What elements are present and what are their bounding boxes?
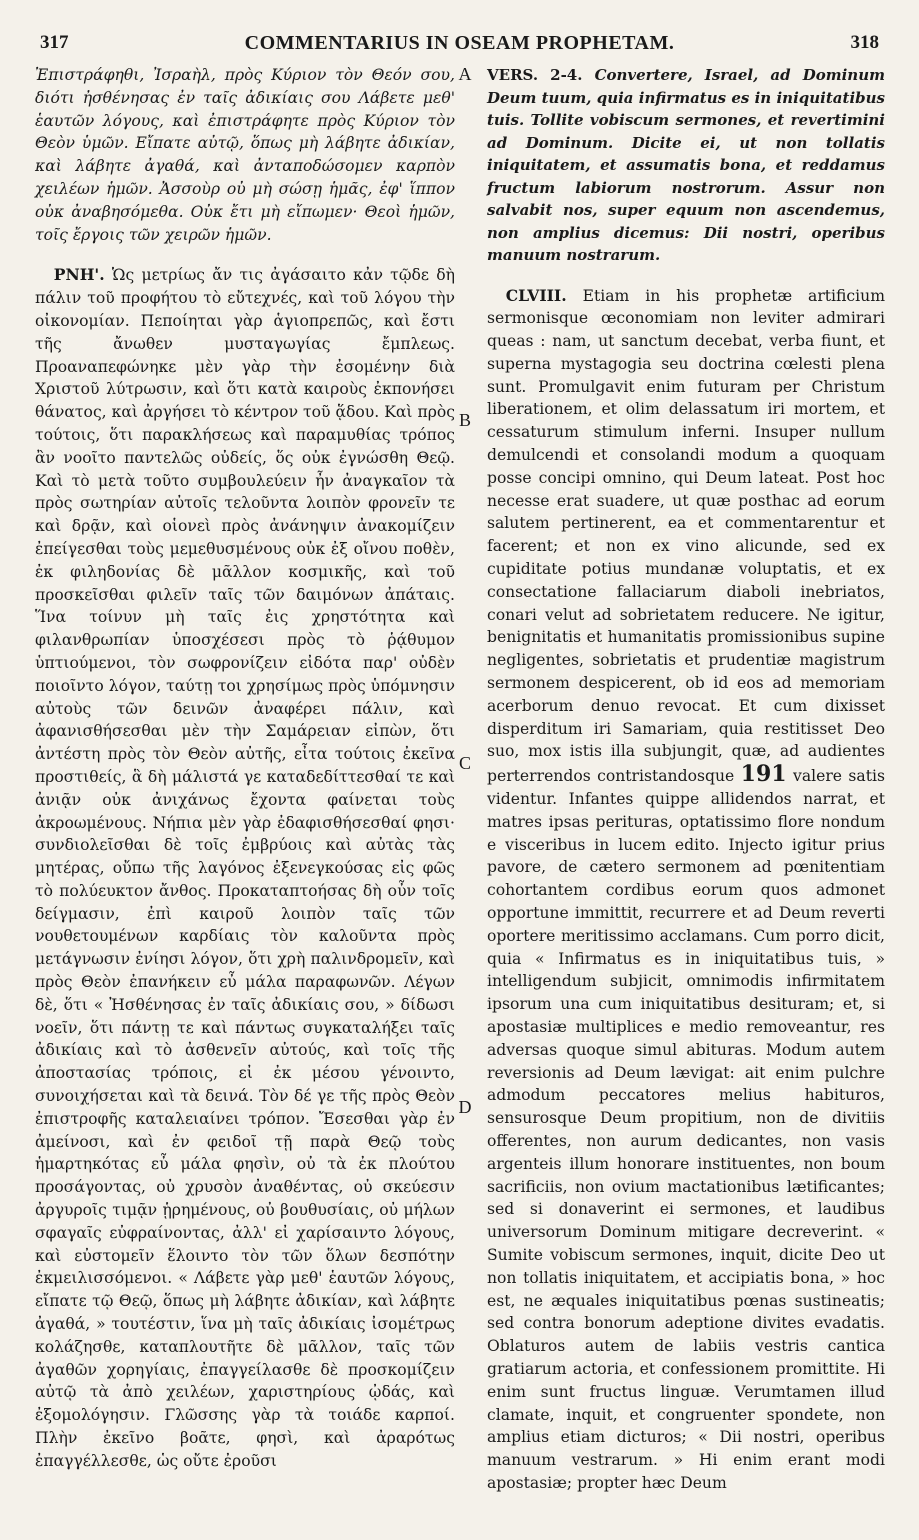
greek-commentary-text: Ὡς μετρίως ἄν τις ἀγάσαιτο κἀν τῷδε δὴ πάλιν τοῦ προφήτου τὸ εὔτεχνές, καὶ τοῦ λόγου τὴν οἰκονομίαν. Πεποίηται γὰρ ἁγιοπρεπῶς, καὶ ἔστι τῆς ἄνωθεν μυσταγωγίας ἔμπλεως. Προαναπεφώνηκε μὲν γὰρ τὴν ἐσομένην διὰ Χριστοῦ λύτρωσιν, καὶ ὅτι κατὰ καιροὺς ἐκπονήσει θάνατος, καὶ ἀργήσει τὸ κέντρον τοῦ ᾅδου. Καὶ πρὸς τούτοις, ὅτι παρακλήσεως καὶ παραμυθίας τρόπος ἂν νοοῖτο παντελῶς οὐδείς, ὅς οὐκ ἐγνώσθη Θεῷ. Καὶ τὸ μετὰ τοῦτο συμβουλεύειν ἦν ἀναγκαῖον τὰ πρὸς σωτηρίαν αὐτοῖς τελοῦντα λοιπὸν φρονεῖν τε καὶ δρᾷν, καὶ οἱονεὶ πρὸς ἀνάνηψιν ἀνακομίζειν ἐπείγεσθαι τοὺς μεμεθυσμένους οὐκ ἐξ οἴνου ποθὲν, ἐκ φιληδονίας δὲ μᾶλλον κοσμικῆς, καὶ τοῦ προσκεῖσθαι φιλεῖν ταῖς τῶν δαιμόνων ἀπάταις. Ἵνα τοίνυν μὴ ταῖς ἐις χρηστότητα καὶ φιλανθρωπίαν ὑποσχέσεσι πρὸς τὸ ῥᾴθυμον ὑπτιούμενοι, τὸν σωφρονίζειν εἰδότα παρ' οὐδὲν ποιοῖντο λόγον, ταύτῃ τοι χρησίμως πρὸς ὑπόμνησιν αὐτοὺς τῶν δεινῶν ἀναφέρει πάλιν, καὶ ἀφανισθήσεσθαι μὲν τὴν Σαμάρειαν εἰπὼν, ὅτι ἀντέστη πρὸς τὸν Θεὸν αὐτῆς, εἶτα τούτοις ἐκεῖνα προστιθείς, ἃ δὴ μάλιστά γε καταδεδίττεσθαί τε καὶ ἀνιᾷν οὐκ ἀνιχάνως ἔχοντα φαίνεται τοὺς ἀκροωμένους. Νήπια μὲν γὰρ ἐδαφισθήσεσθαί φησι· συνδιολεῖσθαι δὲ τοῖς ἐμβρύοις καὶ αὐτὰς τὰς μητέρας, οὔπω τῆς λαγόνος ἐξενεγκούσας εἰς φῶς τὸ πολύευκτον ἄνθος. Προκαταπτοήσας δὴ οὖν τοῖς δείγμασιν, ἐπὶ καιροῦ λοιπὸν ταῖς τῶν νουθετουμένων καρδίαις τὸν καλοῦντα πρὸς μετάγνωσιν ἐνίησι λόγον, ὅτι χρὴ παλινδρομεῖν, καὶ πρὸς Θεὸν ἐπανήκειν εὖ μάλα παραφωνῶν. Λέγων δὲ, ὅτι « Ἠσθένησας ἐν ταῖς ἀδικίαις σου, » δίδωσι νοεῖν, ὅτι πάντῃ τε καὶ πάντως συγκαταλήξει ταῖς ἀδικίαις καὶ τὸ ἀσθενεῖν αὐτούς, καὶ τοῖς τῆς ἀποστασίας τρόποις, εἰ ἐκ μέσου γένοιντο, συνοιχήσεται καὶ τὰ δεινά. Τὸν δέ γε τῆς πρὸς Θεὸν ἐπιστροφῆς καταλειαίνει τρόπον. Ἔσεσθαι γὰρ ἐν ἀμείνοσι, καὶ ἐν φειδοῖ τῇ παρὰ Θεῷ τοὺς ἡμαρτηκότας εὖ μάλα φησὶν, οὐ τὰ ἐκ πλούτου προσάγοντας, οὐ χρυσὸν ἀναθέντας, οὐ σκεύεσιν ἀργυροῖς τιμᾷν ᾑρημένους, οὐ βουθυσίαις, οὐ μήλων σφαγαῖς εὐφραίνοντας, ἀλλ' εἰ χαρίσαιντο λόγους, καὶ εὐστομεῖν ἕλοιντο τὸν τῶν ὅλων δεσπότην ἐκμειλισσόμενοι. « Λάβετε γὰρ μεθ' ἑαυτῶν λόγους, εἴπατε τῷ Θεῷ, ὅπως μὴ λάβητε ἀδικίαν, καὶ λάβητε ἀγαθά, » τουτέστιν, ἵνα μὴ ταῖς ἀδικίαις ἰσομέτρως κολάζησθε, καταπλουτῆτε δὲ μᾶλλον, ταῖς τῶν ἀγαθῶν χορηγίαις, ἐπαγγείλασθε δὲ προσκομίζειν αὐτῷ τὰ ἀπὸ χειλέων, χαριστηρίους ᾠδάς, καὶ ἐξομολόγησιν. Γλῶσσης γὰρ τὰ τοιάδε καρποί. Πλὴν ἐκεῖνο βοᾶτε, φησὶ, καὶ ἀραρότως ἐπαγγέλλεσθε, ὡς οὔτε ἐροῦσι <box>35 266 455 1470</box>
margin-letter-b: B <box>458 410 471 430</box>
latin-verse <box>487 64 885 267</box>
latin-commentary-text-part1: Etiam in his prophetæ artificium sermonisque œconomiam non leviter admirari queas : nam, ut sanctum decebat, verba fiunt, et superna mystagogia seu doctrina cœlesti plena sunt. Promulgavit enim futuram per Christum liberationem, et olim delassatum iri mortem, et cessaturum stimulum inferni. Insuper nullum demulcendi et consolandi modum a quoquam posse concipi omnino, qui Deum lateat. Post hoc necesse erat suadere, ut quæ posthac ad eorum salutem pertinerent, ea et commentarentur et facerent; et non ex vino alicunde, sed ex cupiditate potius mundanæ voluptatis, et ex consectatione fallaciarum diaboli inebriatos, conari velut ad sobrietatem reducere. Ne igitur, benignitatis et humanitatis promissionibus supine negligentes, sobrietatis et prudentiæ magistrum sermonem despicerent, ob id eos ad memoriam acerborum denuo revocat. Et cum dixisset disperditum iri Samariam, quia restitisset Deo suo, mox istis illa subjungit, quæ, ad audientes perterrendos contristandosque <box>487 286 885 786</box>
latin-section-number: CLVIII. <box>505 285 567 305</box>
latin-column <box>487 64 885 1513</box>
page-number-right: 318 <box>850 32 879 53</box>
running-header <box>40 32 879 58</box>
latin-commentary-text-part2: valere satis videntur. Infantes quippe allidendos narrat, et matres ipsas perituras, optatissimo flore nondum e visceribus in lucem edito. Injecto igitur prius pavore, de cætero sermonem ad pœnitentiam cohortantem cordibus eorum quos admonet opportune immittit, recurrere et ad Deum reverti oportere meritissimo acclamans. Cum porro dicit, quia « Infirmatus es in iniquitatibus tuis, » intelligendum subjicit, omnimodis infirmitatem ipsorum una cum iniquitatibus desituram; et, si apostasiæ multiplices e medio removeantur, res adversas quoque simul abituras. Modum autem reversionis ad Deum lævigat: ait enim pulchre admodum peccatores melius habituros, sensurosque Deum propitium, non de divitiis offerentes, non aurum dedicantes, non vasis argenteis illum honorare instituentes, non boum sacrificiis, non ovium mactationibus lætificantes; sed si donaverint ei sermones, et laudibus universorum Dominum mitigare decreverint. « Sumite vobiscum sermones, inquit, dicite Deo ut non tollatis iniquitatem, et accipiatis bona, » hoc est, ne æquales iniquitatibus pœnas sustineatis; sed contra bonorum adeptione divites evadatis. Oblaturos autem de labiis vestris cantica gratiarum actoria, et confessionem promittite. Hi enim sunt fructus linguæ. Verumtamen illud clamate, inquit, et congruenter spondete, non amplius etiam dicturos; « Dii nostri, operibus manuum vestrarum. » Hi enim erant modi apostasiæ; propter hæc Deum <box>487 767 885 1492</box>
latin-verse-label: VERS. 2-4. <box>487 66 583 84</box>
margin-letter-c: C <box>458 753 471 773</box>
latin-verse-text: Convertere, Israel, ad Dominum Deum tuum, quia infirmatus es in iniquitatibus tuis. Tollite vobiscum sermones, et revertimini ad Dominum. Dicite ei, ut non tollatis iniquitatem, et assumatis bona, et reddamus fructum labiorum nostrorum. Assur non salvabit nos, super equum non ascendemus, non amplius dicemus: Dii nostri, operibus manuum nostrarum. <box>487 66 885 264</box>
latin-commentary <box>487 285 885 1495</box>
running-title: COMMENTARIUS IN OSEAM PROPHETAM. <box>244 32 675 54</box>
greek-verse-text: Ἐπιστράφηθι, Ἰσραὴλ, πρὸς Κύριον τὸν Θεόν σου, διότι ἠσθένησας ἐν ταῖς ἀδικίαις σου Λάβετε μεθ' ἑαυτῶν λόγους, καὶ ἐπιστράφητε πρὸς Κύριον τὸν Θεὸν ὑμῶν. Εἴπατε αὐτῷ, ὅπως μὴ λάβητε ἀδικίαν, καὶ λάβητε ἀγαθά, καὶ ἀνταποδώσομεν καρπὸν χειλέων ἡμῶν. Ἀσσοὺρ οὐ μὴ σώσῃ ἡμᾶς, ἐφ' ἵππον οὐκ ἀναβησόμεθα. Οὐκ ἔτι μὴ εἴπωμεν· Θεοὶ ἡμῶν, τοῖς ἔργοις τῶν χειρῶν ἡμῶν. <box>35 66 455 244</box>
margin-letter-d: D <box>458 1097 472 1117</box>
greek-commentary <box>35 264 455 1472</box>
greek-column <box>35 64 455 1491</box>
column-number-marker: 191 <box>740 761 787 788</box>
margin-letter-a: A <box>458 64 472 84</box>
greek-section-number: ΡΝΗ'. <box>53 265 105 285</box>
page-number-left: 317 <box>40 32 69 53</box>
